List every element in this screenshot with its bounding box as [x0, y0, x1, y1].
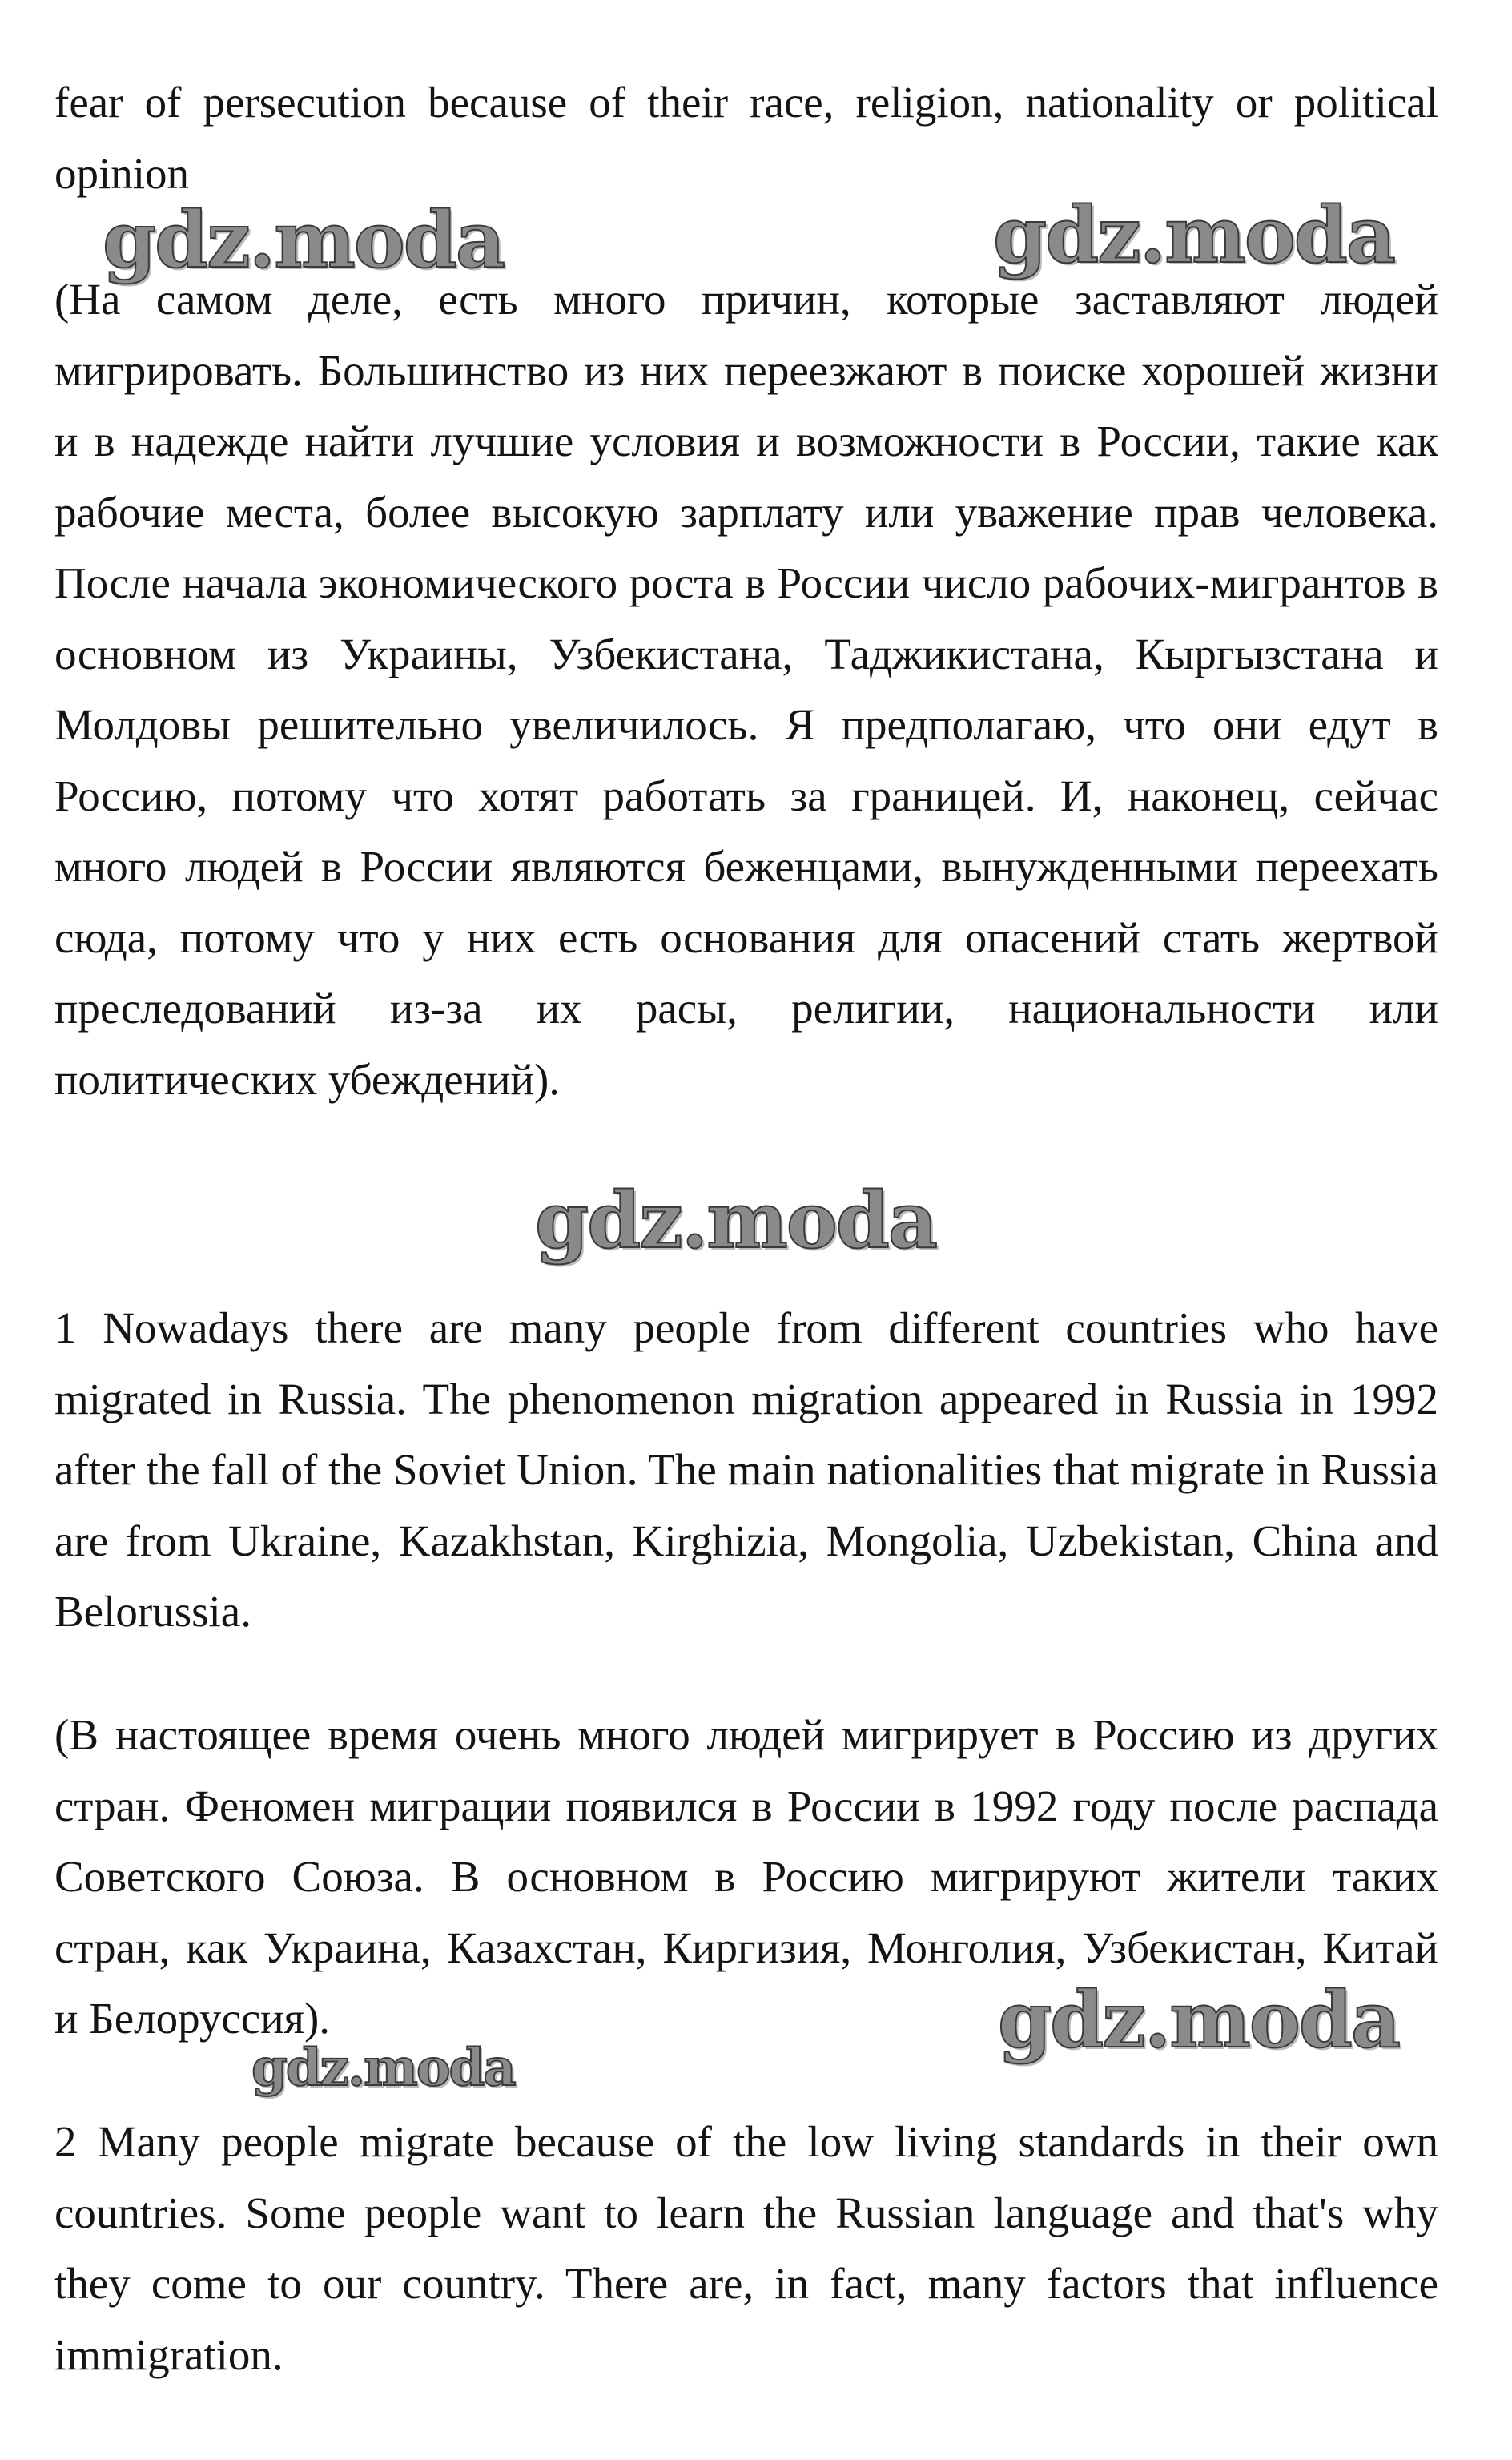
- paragraph-persecution-tail: fear of persecution because of their race, religion, nationality or political opinion: [54, 78, 1438, 198]
- paragraph-translation-1: (В настоящее время очень много людей мигрирует в Россию из других стран. Феномен миграции появился в России в 1992 году после распада Советского Союза. В основном в Россию мигрируют жители таких стран, как Украина, Казахстан, Киргизия, Монголия, Узбекистан, Китай и Белоруссия).: [54, 1710, 1438, 2043]
- watermark-logo: gdz.moda: [535, 1175, 937, 1266]
- paragraph-answer-1: 1 Nowadays there are many people from different countries who have migrated in Russia. The phenomenon migration appeared in Russia in 1992 after the fall of the Soviet Union. The main nationalities that migrate in Russia are from Ukraine, Kazakhstan, Kirghizia, Mongolia, Uzbekistan, China and Belorussia.: [54, 1303, 1439, 1636]
- watermark-logo: gdz.moda: [993, 190, 1395, 280]
- paragraph-translation-reasons: (На самом деле, есть много причин, которые заставляют людей мигрировать. Большинство из них переезжают в поиске хорошей жизни и в надежде найти лучшие условия и возможности в России, такие как рабочие места, более высокую зарплату или уважение прав человека. После начала экономического роста в России число рабочих-мигрантов в основном из Украины, Узбекистана, Таджикистана, Кыргызстана и Молдовы решительно увеличилось. Я предполагаю, что они едут в Россию, потому что хотят работать за границей. И, наконец, сейчас много людей в России являются беженцами, вынужденными переехать сюда, потому что у них есть основания для опасений стать жертвой преследований из-за их расы, религии, национальности или политических убеждений).: [54, 275, 1438, 1104]
- watermark-logo: gdz.moda: [998, 1975, 1400, 2065]
- watermark-logo: gdz.moda: [103, 195, 505, 285]
- paragraph-answer-2: 2 Many people migrate because of the low living standards in their own countries. Some people want to learn the Russian language and that's why they come to our country. There are, in fact, many factors that influence immigration.: [54, 2117, 1438, 2379]
- watermark-logo: gdz.moda: [251, 2038, 515, 2098]
